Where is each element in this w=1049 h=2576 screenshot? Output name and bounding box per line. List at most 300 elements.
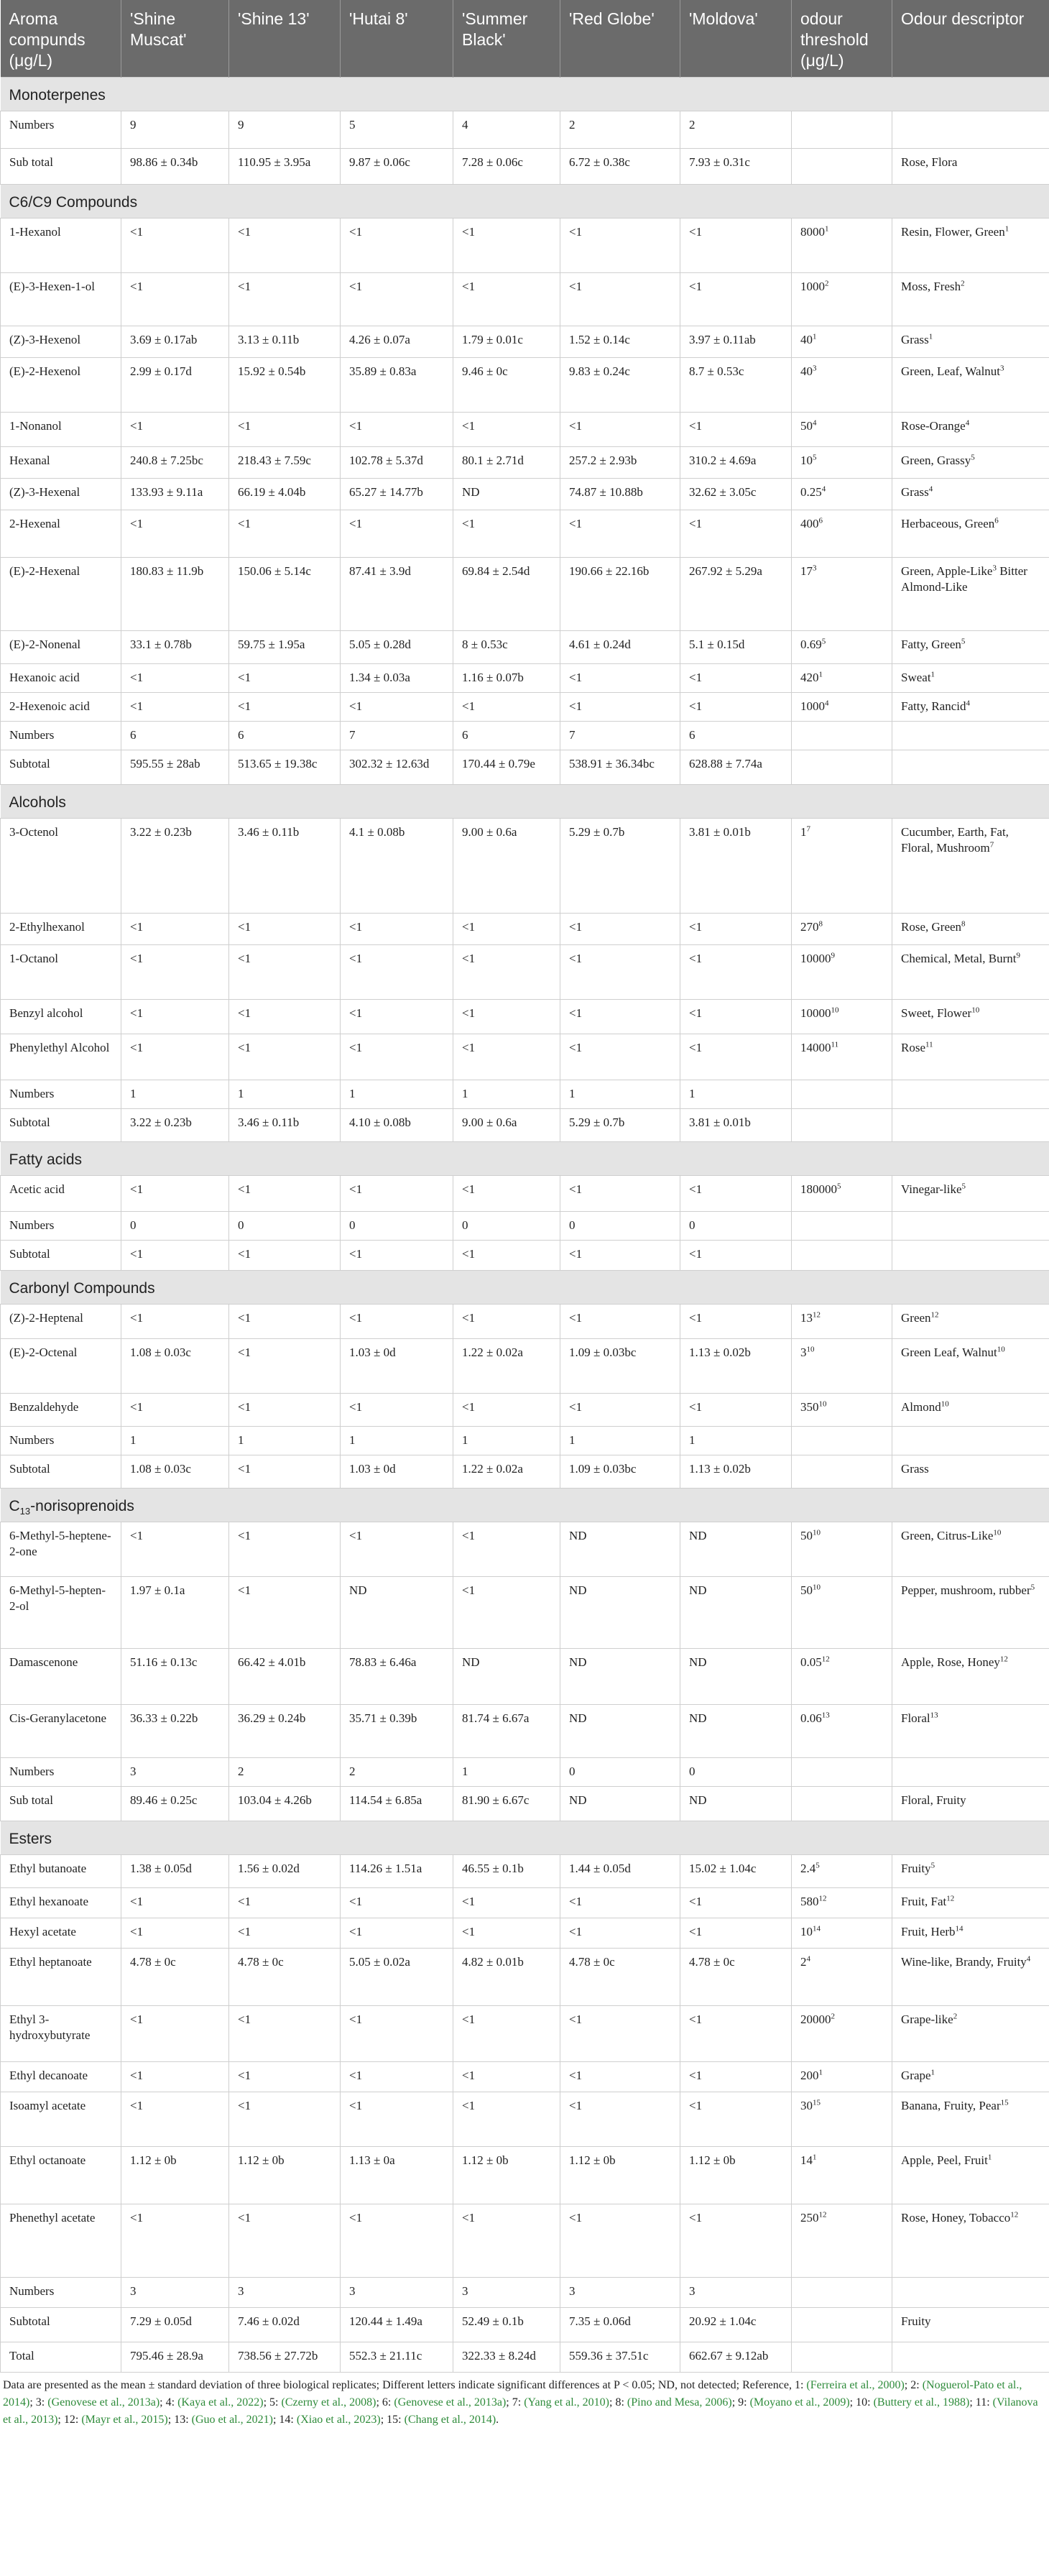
table-cell: 120.44 ± 1.49a xyxy=(341,2308,453,2342)
table-cell: 0 xyxy=(229,1212,341,1241)
table-cell: Fruity xyxy=(892,2308,1049,2342)
table-cell: <1 xyxy=(453,2062,560,2092)
table-cell: 65.27 ± 14.77b xyxy=(341,479,453,510)
table-cell: <1 xyxy=(453,413,560,447)
table-cell: $50^4$ xyxy=(792,413,892,447)
table-cell xyxy=(892,2278,1049,2308)
table-row xyxy=(1,1176,1049,1212)
reference-link[interactable]: (Ferreira et al., 2000) xyxy=(806,2379,905,2391)
table-cell: <1 xyxy=(229,1241,341,1271)
table-cell: 1.97 ± 0.1a xyxy=(121,1577,229,1649)
table-cell: 1.09 ± 0.03bc xyxy=(560,1455,680,1489)
table-cell: 10000$^{10}$ xyxy=(792,1000,892,1034)
table-row xyxy=(1,447,1049,479)
table-cell: 1 xyxy=(341,1427,453,1455)
table-cell: 0 xyxy=(341,1212,453,1241)
table-row xyxy=(1,819,1049,914)
table-cell: 6 xyxy=(453,722,560,750)
table-cell: 3.22 ± 0.23b xyxy=(121,819,229,914)
table-cell: <1 xyxy=(560,413,680,447)
table-cell: 33.1 ± 0.78b xyxy=(121,631,229,664)
table-cell: <1 xyxy=(560,664,680,693)
table-cell: <1 xyxy=(229,2204,341,2278)
reference-link[interactable]: (Noguerol-Pato et al., 2014) xyxy=(3,2379,1022,2409)
table-cell: 257.2 ± 2.93b xyxy=(560,447,680,479)
table-cell: <1 xyxy=(560,1241,680,1271)
section-title: Esters xyxy=(1,1821,1049,1855)
column-header: 'Moldova' xyxy=(680,0,792,78)
table-cell: 1.12 ± 0b xyxy=(680,2147,792,2204)
table-cell: Moss, Fresh$^2$ xyxy=(892,273,1049,326)
table-cell: 69.84 ± 2.54d xyxy=(453,558,560,631)
table-cell: 114.26 ± 1.51a xyxy=(341,1855,453,1888)
table-cell: $270^8$ xyxy=(792,914,892,945)
table-row xyxy=(1,2006,1049,2062)
table-cell: Cucumber, Earth, Fat, Floral, Mushroom$^7$ xyxy=(892,819,1049,914)
table-cell: 7 xyxy=(341,722,453,750)
compound-name-cell: (Z)-2-Heptenal xyxy=(1,1305,121,1339)
table-cell xyxy=(892,722,1049,750)
table-cell: 2 xyxy=(680,111,792,149)
table-cell: $2.4^5$ xyxy=(792,1855,892,1888)
table-cell: 0 xyxy=(560,1758,680,1787)
table-cell: <1 xyxy=(121,2092,229,2147)
table-cell: 552.3 ± 21.11c xyxy=(341,2342,453,2373)
table-row xyxy=(1,1000,1049,1034)
table-cell: <1 xyxy=(121,1241,229,1271)
table-cell: Apple, Rose, Honey$^{12}$ xyxy=(892,1649,1049,1705)
table-cell: ND xyxy=(453,1649,560,1705)
compound-name-cell: Total xyxy=(1,2342,121,2373)
table-cell: 3 xyxy=(121,1758,229,1787)
compound-name-cell: Isoamyl acetate xyxy=(1,2092,121,2147)
column-header: Odour descriptor xyxy=(892,0,1049,78)
reference-link[interactable]: (Pino and Mesa, 2006) xyxy=(627,2396,732,2409)
compound-name-cell: Numbers xyxy=(1,722,121,750)
table-cell: 66.42 ± 4.01b xyxy=(229,1649,341,1705)
table-cell: 4.1 ± 0.08b xyxy=(341,819,453,914)
table-cell: 15.92 ± 0.54b xyxy=(229,358,341,413)
table-cell: $200^1$ xyxy=(792,2062,892,2092)
compound-name-cell: Phenylethyl Alcohol xyxy=(1,1034,121,1080)
compound-name-cell: Subtotal xyxy=(1,1109,121,1142)
section-row xyxy=(1,185,1049,218)
table-cell: <1 xyxy=(680,2062,792,2092)
table-cell: 133.93 ± 9.11a xyxy=(121,479,229,510)
table-cell: 795.46 ± 28.9a xyxy=(121,2342,229,2373)
table-cell: 7.35 ± 0.06d xyxy=(560,2308,680,2342)
table-cell: 3 xyxy=(229,2278,341,2308)
table-cell: <1 xyxy=(453,1241,560,1271)
section-row xyxy=(1,1489,1049,1522)
table-cell: 51.16 ± 0.13c xyxy=(121,1649,229,1705)
table-cell: <1 xyxy=(560,693,680,722)
table-cell: <1 xyxy=(453,510,560,558)
compound-name-cell: Subtotal xyxy=(1,1241,121,1271)
table-cell: <1 xyxy=(121,1176,229,1212)
table-cell: 14000$^{11}$ xyxy=(792,1034,892,1080)
table-cell: 5.29 ± 0.7b xyxy=(560,819,680,914)
table-cell: <1 xyxy=(341,1918,453,1949)
table-row xyxy=(1,1787,1049,1821)
table-cell: <1 xyxy=(121,1305,229,1339)
table-cell: 1.52 ± 0.14c xyxy=(560,326,680,358)
table-cell: <1 xyxy=(229,664,341,693)
table-row xyxy=(1,1427,1049,1455)
table-cell: 3.81 ± 0.01b xyxy=(680,1109,792,1142)
compound-name-cell: 2-Hexenoic acid xyxy=(1,693,121,722)
table-cell: ND xyxy=(680,1522,792,1577)
table-cell: 36.33 ± 0.22b xyxy=(121,1705,229,1758)
table-cell: Rose$^{11}$ xyxy=(892,1034,1049,1080)
column-header: Aroma compunds (μg/L) xyxy=(1,0,121,78)
table-cell: $400^6$ xyxy=(792,510,892,558)
table-cell: <1 xyxy=(680,1394,792,1427)
table-cell: 6 xyxy=(680,722,792,750)
table-cell: 1.03 ± 0d xyxy=(341,1455,453,1489)
table-cell: Grass$^1$ xyxy=(892,326,1049,358)
table-cell: <1 xyxy=(453,914,560,945)
table-cell: ND xyxy=(680,1577,792,1649)
table-cell: <1 xyxy=(341,1305,453,1339)
reference-link[interactable]: (Yang et al., 2010) xyxy=(524,2396,610,2409)
table-header-row xyxy=(1,0,1049,78)
table-cell: 7.93 ± 0.31c xyxy=(680,149,792,185)
table-cell: <1 xyxy=(453,1034,560,1080)
section-title: C6/C9 Compounds xyxy=(1,185,1049,218)
table-cell: Grape$^1$ xyxy=(892,2062,1049,2092)
reference-link[interactable]: (Czerny et al., 2008) xyxy=(281,2396,376,2409)
table-cell: 35.89 ± 0.83a xyxy=(341,358,453,413)
table-cell xyxy=(792,1241,892,1271)
table-cell: 628.88 ± 7.74a xyxy=(680,750,792,785)
table-cell: 114.54 ± 6.85a xyxy=(341,1787,453,1821)
table-cell: 0.05$^{12}$ xyxy=(792,1649,892,1705)
table-cell: <1 xyxy=(341,1034,453,1080)
table-cell: 1 xyxy=(560,1080,680,1109)
table-cell: <1 xyxy=(560,1394,680,1427)
table-cell: 103.04 ± 4.26b xyxy=(229,1787,341,1821)
table-cell: ND xyxy=(341,1577,453,1649)
table-cell: <1 xyxy=(560,945,680,1000)
table-cell: 46.55 ± 0.1b xyxy=(453,1855,560,1888)
table-cell: 1.08 ± 0.03c xyxy=(121,1455,229,1489)
table-cell: <1 xyxy=(229,1339,341,1394)
table-cell: <1 xyxy=(560,1305,680,1339)
table-cell: <1 xyxy=(680,1176,792,1212)
table-cell: 180.83 ± 11.9b xyxy=(121,558,229,631)
column-header: 'Summer Black' xyxy=(453,0,560,78)
reference-link[interactable]: (Xiao et al., 2023) xyxy=(296,2414,381,2426)
compound-name-cell: (Z)-3-Hexenol xyxy=(1,326,121,358)
reference-link[interactable]: (Genovese et al., 2013a) xyxy=(47,2396,160,2409)
table-cell: $10^5$ xyxy=(792,447,892,479)
table-cell: $13^{12}$ xyxy=(792,1305,892,1339)
table-row xyxy=(1,1949,1049,2006)
reference-link[interactable]: (Mayr et al., 2015) xyxy=(81,2414,168,2426)
table-cell: 0 xyxy=(121,1212,229,1241)
compound-name-cell: 1-Octanol xyxy=(1,945,121,1000)
table-cell: 1.13 ± 0.02b xyxy=(680,1339,792,1394)
table-cell: 66.19 ± 4.04b xyxy=(229,479,341,510)
table-cell xyxy=(792,1455,892,1489)
table-cell: Sweet, Flower$^{10}$ xyxy=(892,1000,1049,1034)
table-cell: 3.81 ± 0.01b xyxy=(680,819,792,914)
compound-name-cell: Numbers xyxy=(1,111,121,149)
table-row xyxy=(1,1577,1049,1649)
table-cell: 1.56 ± 0.02d xyxy=(229,1855,341,1888)
table-cell: Green, Grassy$^5$ xyxy=(892,447,1049,479)
table-cell: 3.13 ± 0.11b xyxy=(229,326,341,358)
table-row xyxy=(1,2062,1049,2092)
section-row xyxy=(1,1271,1049,1305)
table-cell: $40^1$ xyxy=(792,326,892,358)
section-title: Carbonyl Compounds xyxy=(1,1271,1049,1305)
table-cell: <1 xyxy=(560,2006,680,2062)
table-cell: <1 xyxy=(341,2006,453,2062)
table-cell: <1 xyxy=(560,2092,680,2147)
table-cell: <1 xyxy=(229,1455,341,1489)
compound-name-cell: Benzaldehyde xyxy=(1,1394,121,1427)
table-cell: <1 xyxy=(121,914,229,945)
compound-name-cell: Hexanal xyxy=(1,447,121,479)
table-cell: 78.83 ± 6.46a xyxy=(341,1649,453,1705)
table-cell: 5.29 ± 0.7b xyxy=(560,1109,680,1142)
table-cell: <1 xyxy=(121,1522,229,1577)
table-cell: <1 xyxy=(341,2092,453,2147)
table-cell: <1 xyxy=(680,693,792,722)
table-cell: Chemical, Metal, Burnt$^9$ xyxy=(892,945,1049,1000)
table-cell xyxy=(792,722,892,750)
table-cell: $2^4$ xyxy=(792,1949,892,2006)
section-title: $C_{13}$-norisoprenoids xyxy=(1,1489,1049,1522)
table-cell: <1 xyxy=(680,413,792,447)
compound-name-cell: Ethyl heptanoate xyxy=(1,1949,121,2006)
table-cell: 595.55 ± 28ab xyxy=(121,750,229,785)
table-cell: <1 xyxy=(560,510,680,558)
table-cell xyxy=(792,1212,892,1241)
compound-name-cell: Numbers xyxy=(1,1080,121,1109)
table-cell: 738.56 ± 27.72b xyxy=(229,2342,341,2373)
table-cell: 1.09 ± 0.03bc xyxy=(560,1339,680,1394)
table-cell: 0.69$^5$ xyxy=(792,631,892,664)
table-cell: 559.36 ± 37.51c xyxy=(560,2342,680,2373)
compound-name-cell: Numbers xyxy=(1,1427,121,1455)
compound-name-cell: Phenethyl acetate xyxy=(1,2204,121,2278)
compound-name-cell: 1-Nonanol xyxy=(1,413,121,447)
table-cell: <1 xyxy=(453,1522,560,1577)
table-cell: 9.46 ± 0c xyxy=(453,358,560,413)
table-cell: Rose, Green$^8$ xyxy=(892,914,1049,945)
compound-name-cell: 2-Hexenal xyxy=(1,510,121,558)
column-header: odour threshold (μg/L) xyxy=(792,0,892,78)
table-row xyxy=(1,1758,1049,1787)
table-cell: 35.71 ± 0.39b xyxy=(341,1705,453,1758)
table-cell: Fruity$^5$ xyxy=(892,1855,1049,1888)
table-cell: <1 xyxy=(229,1577,341,1649)
section-row xyxy=(1,785,1049,819)
table-cell: <1 xyxy=(680,664,792,693)
table-cell: $40^3$ xyxy=(792,358,892,413)
table-footnote: Data are presented as the mean ± standard deviation of three biological replicates; Different letters indicate significant differences at P < 0.05; ND, not detected; Reference, 1: (Ferreira et al., 2000); 2: (Noguerol-Pato et al., 2014); 3: (Genovese et al., 2013a); 4: (Kaya et al., 2022); 5: (Czerny et al., 2008); 6: (Genovese et al., 2013a); 7: (Yang et al., 2010); 8: (Pino and Mesa, 2006); 9: (Moyano et al., 2009); 10: (Buttery et al., 1988); 11: (Vilanova et al., 2013); 12: (Mayr et al., 2015); 13: (Guo et al., 2021); 14: (Xiao et al., 2023); 15: (Chang et al., 2014). xyxy=(3,2379,1038,2426)
table-cell: 9.83 ± 0.24c xyxy=(560,358,680,413)
table-cell: 190.66 ± 22.16b xyxy=(560,558,680,631)
section-row xyxy=(1,1142,1049,1176)
compound-name-cell: Sub total xyxy=(1,1787,121,1821)
section-row xyxy=(1,78,1049,111)
table-cell xyxy=(892,2342,1049,2373)
table-cell: <1 xyxy=(341,945,453,1000)
table-row xyxy=(1,693,1049,722)
table-cell: 1 xyxy=(680,1080,792,1109)
table-cell: ND xyxy=(560,1649,680,1705)
table-cell xyxy=(792,2308,892,2342)
table-cell: ND xyxy=(560,1787,680,1821)
compound-name-cell: 3-Octenol xyxy=(1,819,121,914)
table-cell: <1 xyxy=(453,693,560,722)
table-row xyxy=(1,1394,1049,1427)
table-cell: <1 xyxy=(453,273,560,326)
column-header: 'Red Globe' xyxy=(560,0,680,78)
table-row xyxy=(1,631,1049,664)
table-cell: <1 xyxy=(453,218,560,273)
table-cell: Vinegar-like$^5$ xyxy=(892,1176,1049,1212)
table-cell: ND xyxy=(560,1522,680,1577)
compound-name-cell: Hexyl acetate xyxy=(1,1918,121,1949)
table-row xyxy=(1,111,1049,149)
table-cell: 180000$^5$ xyxy=(792,1176,892,1212)
compound-name-cell: (Z)-3-Hexenal xyxy=(1,479,121,510)
table-cell: 6 xyxy=(121,722,229,750)
table-cell: 1000$^2$ xyxy=(792,273,892,326)
table-cell: <1 xyxy=(341,1522,453,1577)
table-cell: 1 xyxy=(453,1080,560,1109)
table-cell: 0 xyxy=(680,1212,792,1241)
table-cell: <1 xyxy=(453,2092,560,2147)
table-cell: Banana, Fruity, Pear$^{15}$ xyxy=(892,2092,1049,2147)
table-cell xyxy=(892,1241,1049,1271)
table-cell: <1 xyxy=(680,2006,792,2062)
table-cell: 3.46 ± 0.11b xyxy=(229,1109,341,1142)
table-cell: <1 xyxy=(229,1305,341,1339)
compound-name-cell: Ethyl 3-hydroxybutyrate xyxy=(1,2006,121,2062)
table-row xyxy=(1,326,1049,358)
table-row xyxy=(1,914,1049,945)
table-row xyxy=(1,1888,1049,1918)
table-cell: $420^1$ xyxy=(792,664,892,693)
table-body xyxy=(1,78,1049,2373)
table-cell: 4.10 ± 0.08b xyxy=(341,1109,453,1142)
table-cell: 1 xyxy=(229,1080,341,1109)
reference-link[interactable]: (Chang et al., 2014) xyxy=(404,2414,496,2426)
table-row xyxy=(1,2308,1049,2342)
table-cell: <1 xyxy=(121,1034,229,1080)
table-row xyxy=(1,479,1049,510)
table-cell: 240.8 ± 7.25bc xyxy=(121,447,229,479)
table-row xyxy=(1,2204,1049,2278)
table-cell: Rose, Honey, Tobacco$^{12}$ xyxy=(892,2204,1049,2278)
compound-name-cell: Subtotal xyxy=(1,750,121,785)
table-cell: <1 xyxy=(453,945,560,1000)
reference-link[interactable]: (Genovese et al., 2013a) xyxy=(394,2396,507,2409)
table-row xyxy=(1,1522,1049,1577)
table-cell: <1 xyxy=(680,1918,792,1949)
table-cell: <1 xyxy=(229,945,341,1000)
reference-link[interactable]: (Moyano et al., 2009) xyxy=(749,2396,850,2409)
table-cell: 9 xyxy=(229,111,341,149)
table-cell: <1 xyxy=(121,2204,229,2278)
table-row xyxy=(1,945,1049,1000)
reference-link[interactable]: (Buttery et al., 1988) xyxy=(873,2396,970,2409)
table-cell: Apple, Peel, Fruit$^1$ xyxy=(892,2147,1049,2204)
table-cell: 1.08 ± 0.03c xyxy=(121,1339,229,1394)
compound-name-cell: 2-Ethylhexanol xyxy=(1,914,121,945)
table-cell: 267.92 ± 5.29a xyxy=(680,558,792,631)
table-cell: 0 xyxy=(680,1758,792,1787)
table-cell: 2.99 ± 0.17d xyxy=(121,358,229,413)
table-cell: Rose-Orange$^4$ xyxy=(892,413,1049,447)
table-cell: <1 xyxy=(453,1394,560,1427)
table-cell: <1 xyxy=(560,2204,680,2278)
table-cell: <1 xyxy=(341,693,453,722)
table-cell: <1 xyxy=(229,2092,341,2147)
table-row xyxy=(1,1455,1049,1489)
table-cell: <1 xyxy=(341,510,453,558)
table-cell xyxy=(792,1109,892,1142)
table-cell: <1 xyxy=(229,510,341,558)
table-cell: $17^3$ xyxy=(792,558,892,631)
table-cell: <1 xyxy=(341,413,453,447)
table-cell: <1 xyxy=(121,413,229,447)
table-row xyxy=(1,413,1049,447)
compound-name-cell: Sub total xyxy=(1,149,121,185)
table-cell: Fatty, Green$^5$ xyxy=(892,631,1049,664)
table-cell: <1 xyxy=(560,1176,680,1212)
table-cell: <1 xyxy=(121,693,229,722)
table-cell: 9.87 ± 0.06c xyxy=(341,149,453,185)
table-cell: <1 xyxy=(229,1176,341,1212)
table-cell: <1 xyxy=(229,693,341,722)
table-row xyxy=(1,1918,1049,1949)
table-row xyxy=(1,1212,1049,1241)
table-cell: <1 xyxy=(680,218,792,273)
table-cell: 3.97 ± 0.11ab xyxy=(680,326,792,358)
table-cell: Grass xyxy=(892,1455,1049,1489)
table-cell: <1 xyxy=(341,2062,453,2092)
table-cell: <1 xyxy=(121,273,229,326)
section-title: Alcohols xyxy=(1,785,1049,819)
table-cell: <1 xyxy=(453,1305,560,1339)
compound-name-cell: (E)-2-Hexenal xyxy=(1,558,121,631)
table-cell xyxy=(792,111,892,149)
reference-link[interactable]: (Kaya et al., 2022) xyxy=(177,2396,264,2409)
table-cell: 5.05 ± 0.02a xyxy=(341,1949,453,2006)
compound-name-cell: Subtotal xyxy=(1,1455,121,1489)
reference-link[interactable]: (Guo et al., 2021) xyxy=(191,2414,273,2426)
table-cell: Floral, Fruity xyxy=(892,1787,1049,1821)
table-cell: $50^{10}$ xyxy=(792,1522,892,1577)
reference-link[interactable]: (Vilanova et al., 2013) xyxy=(3,2396,1038,2426)
table-cell: 5 xyxy=(341,111,453,149)
table-cell: Fruit, Herb$^{14}$ xyxy=(892,1918,1049,1949)
table-cell: 1.12 ± 0b xyxy=(229,2147,341,2204)
table-row xyxy=(1,664,1049,693)
table-cell: Pepper, mushroom, rubber$^5$ xyxy=(892,1577,1049,1649)
table-cell: Grape-like$^2$ xyxy=(892,2006,1049,2062)
table-cell: ND xyxy=(453,479,560,510)
table-cell: 513.65 ± 19.38c xyxy=(229,750,341,785)
table-cell: 0.06$^{13}$ xyxy=(792,1705,892,1758)
